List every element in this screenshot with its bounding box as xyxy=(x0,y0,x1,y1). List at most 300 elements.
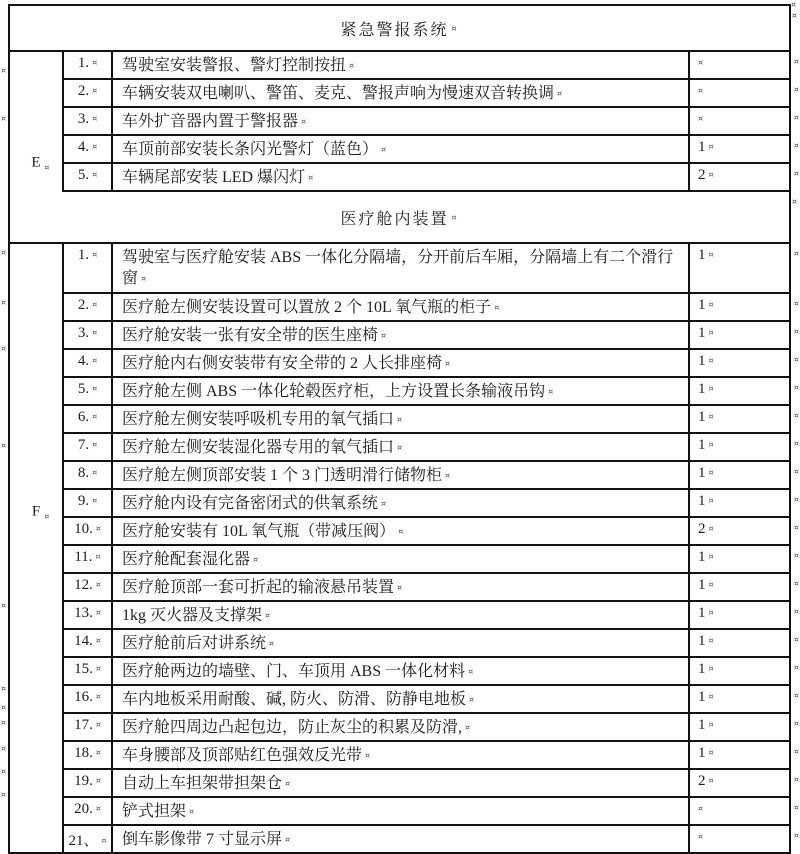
end-of-cell-mark-icon: ¤ xyxy=(494,303,500,312)
end-of-cell-mark-icon: ¤ xyxy=(397,583,403,592)
row-number: 16. xyxy=(74,689,93,705)
quantity-value: 2 xyxy=(698,167,706,183)
item-description-cell xyxy=(113,714,690,740)
row-group xyxy=(10,244,799,714)
quantity-cell xyxy=(690,294,789,320)
end-of-cell-mark-icon: ¤ xyxy=(708,692,714,701)
item-description: 倒车影像带 7 寸显示屏 xyxy=(122,831,283,848)
end-of-cell-mark-icon: ¤ xyxy=(708,440,714,449)
quantity-value: 1 xyxy=(698,689,706,705)
spec-table xyxy=(8,4,799,854)
end-of-cell-mark-icon: ¤ xyxy=(708,328,714,337)
table-row xyxy=(64,462,799,490)
section-header-row xyxy=(10,192,799,244)
left-margin-mark-icon: ¤ xyxy=(1,703,7,712)
end-of-cell-mark-icon: ¤ xyxy=(308,173,314,182)
end-of-cell-mark-icon: ¤ xyxy=(698,832,704,841)
end-of-cell-mark-icon: ¤ xyxy=(265,611,271,620)
end-of-cell-mark-icon: ¤ xyxy=(92,440,98,449)
item-description: 医疗舱两边的墙壁、门、车顶用 ABS 一体化材料 xyxy=(122,663,466,680)
end-of-cell-mark-icon: ¤ xyxy=(301,117,307,126)
table-row xyxy=(64,714,799,742)
table-row xyxy=(64,136,799,164)
item-description-cell xyxy=(113,164,690,190)
row-number: 7. xyxy=(77,437,90,453)
end-of-cell-mark-icon: ¤ xyxy=(95,552,101,561)
table-row xyxy=(64,406,799,434)
end-of-cell-mark-icon: ¤ xyxy=(101,836,107,845)
quantity-cell xyxy=(690,350,789,376)
end-of-cell-mark-icon: ¤ xyxy=(141,274,147,283)
end-of-row-mark-icon: ¤ xyxy=(793,383,799,392)
row-number-cell xyxy=(64,378,113,404)
end-of-row-mark-icon: ¤ xyxy=(793,691,799,700)
end-of-row-mark-icon: ¤ xyxy=(793,141,799,150)
row-number-cell xyxy=(64,686,113,712)
item-description: 铲式担架 xyxy=(122,803,187,820)
table-row xyxy=(64,658,799,686)
quantity-cell xyxy=(690,52,789,78)
left-margin-mark-icon: ¤ xyxy=(1,441,7,450)
left-margin-mark-icon: ¤ xyxy=(1,790,7,799)
end-of-row-mark-icon: ¤ xyxy=(791,197,799,206)
item-description: 车外扩音器内置于警报器 xyxy=(122,113,299,130)
end-of-cell-mark-icon: ¤ xyxy=(708,776,714,785)
quantity-cell xyxy=(690,244,789,292)
end-of-row-mark-icon: ¤ xyxy=(793,299,799,308)
quantity-value: 1 xyxy=(698,661,706,677)
end-of-cell-mark-icon: ¤ xyxy=(92,468,98,477)
quantity-value: 1 xyxy=(698,465,706,481)
quantity-cell xyxy=(690,826,789,852)
item-description: 医疗舱顶部一套可折起的输液悬吊装置 xyxy=(122,579,395,596)
quantity-cell xyxy=(690,770,789,796)
table-row xyxy=(64,378,799,406)
end-of-row-mark-icon: ¤ xyxy=(793,523,799,532)
end-of-cell-mark-icon: ¤ xyxy=(708,720,714,729)
quantity-value: 1 xyxy=(698,577,706,593)
row-number-cell xyxy=(64,798,113,824)
quantity-cell xyxy=(690,406,789,432)
item-description: 医疗舱配套湿化器 xyxy=(122,551,251,568)
quantity-cell xyxy=(690,742,789,768)
group-label: E xyxy=(31,154,41,171)
item-description-cell xyxy=(113,490,690,516)
end-of-row-mark-icon: ¤ xyxy=(793,169,799,178)
quantity-value: 1 xyxy=(698,353,706,369)
end-of-cell-mark-icon: ¤ xyxy=(708,664,714,673)
end-of-cell-mark-icon: ¤ xyxy=(451,23,459,33)
row-number-cell xyxy=(64,164,113,190)
section-title: 医疗舱内装置 xyxy=(340,210,449,228)
row-number: 12. xyxy=(74,577,93,593)
quantity-value: 1 xyxy=(698,437,706,453)
row-number-cell xyxy=(64,546,113,572)
end-of-cell-mark-icon: ¤ xyxy=(365,751,371,760)
row-number: 20. xyxy=(74,801,93,817)
end-of-cell-mark-icon: ¤ xyxy=(557,89,563,98)
end-of-row-mark-icon: ¤ xyxy=(793,831,799,840)
row-number: 3. xyxy=(77,325,90,341)
row-group xyxy=(10,714,799,852)
item-description: 医疗舱左侧 ABS 一体化轮毂医疗柜，上方设置长条输液吊钩 xyxy=(122,383,546,400)
quantity-cell xyxy=(690,574,789,600)
item-description-cell xyxy=(113,742,690,768)
end-of-cell-mark-icon: ¤ xyxy=(468,667,474,676)
item-description-cell xyxy=(113,378,690,404)
end-of-row-mark-icon: ¤ xyxy=(793,663,799,672)
table-row xyxy=(64,742,799,770)
end-of-cell-mark-icon: ¤ xyxy=(469,695,475,704)
end-of-cell-mark-icon: ¤ xyxy=(708,748,714,757)
table-row xyxy=(64,630,799,658)
end-of-cell-mark-icon: ¤ xyxy=(708,468,714,477)
end-of-cell-mark-icon: ¤ xyxy=(708,412,714,421)
end-of-cell-mark-icon: ¤ xyxy=(95,720,101,729)
end-of-row-mark-icon: ¤ xyxy=(793,85,799,94)
item-description-cell xyxy=(113,406,690,432)
end-of-cell-mark-icon: ¤ xyxy=(285,779,291,788)
end-of-cell-mark-icon: ¤ xyxy=(253,555,259,564)
end-of-row-mark-icon: ¤ xyxy=(793,113,799,122)
item-description-cell xyxy=(113,686,690,712)
end-of-cell-mark-icon: ¤ xyxy=(708,608,714,617)
quantity-value: 1 xyxy=(698,297,706,313)
end-of-cell-mark-icon: ¤ xyxy=(698,804,704,813)
item-description: 医疗舱内右侧安装带有安全带的 2 人长排座椅 xyxy=(122,355,443,372)
group-label-cell xyxy=(10,244,64,714)
quantity-value: 1 xyxy=(698,605,706,621)
end-of-cell-mark-icon: ¤ xyxy=(44,162,50,172)
end-of-row-mark-icon: ¤ xyxy=(791,11,799,20)
row-number: 2. xyxy=(77,83,90,99)
item-description-cell xyxy=(113,80,690,106)
item-description-cell xyxy=(113,546,690,572)
row-number-cell xyxy=(64,742,113,768)
quantity-value: 1 xyxy=(698,717,706,733)
row-number: 10. xyxy=(74,521,93,537)
end-of-cell-mark-icon: ¤ xyxy=(708,300,714,309)
table-row xyxy=(64,52,799,80)
end-of-cell-mark-icon: ¤ xyxy=(708,142,714,151)
row-number-cell xyxy=(64,52,113,78)
row-number-cell xyxy=(64,490,113,516)
item-description: 医疗舱安装一张有安全带的医生座椅 xyxy=(122,327,379,344)
item-description-cell xyxy=(113,574,690,600)
left-margin-mark-icon: ¤ xyxy=(1,744,7,753)
row-number: 2. xyxy=(77,297,90,313)
end-of-cell-mark-icon: ¤ xyxy=(381,331,387,340)
end-of-cell-mark-icon: ¤ xyxy=(548,387,554,396)
end-of-cell-mark-icon: ¤ xyxy=(95,664,101,673)
item-description-cell xyxy=(113,108,690,134)
quantity-cell xyxy=(690,630,789,656)
end-of-row-mark-icon: ¤ xyxy=(793,607,799,616)
table-row xyxy=(64,686,799,714)
end-of-cell-mark-icon: ¤ xyxy=(95,636,101,645)
group-label-cell xyxy=(10,52,64,192)
quantity-value: 2 xyxy=(698,521,706,537)
end-of-cell-mark-icon: ¤ xyxy=(95,692,101,701)
quantity-value: 1 xyxy=(698,633,706,649)
row-number-cell xyxy=(64,108,113,134)
item-description: 医疗舱左侧安装设置可以置放 2 个 10L 氧气瓶的柜子 xyxy=(122,299,492,316)
item-description: 驾驶室与医疗舱安装 ABS 一体化分隔墙，分开前后车厢，分隔墙上有二个滑行窗 xyxy=(122,249,674,287)
table-row xyxy=(64,518,799,546)
row-number: 3. xyxy=(77,111,90,127)
item-description: 自动上车担架带担架仓 xyxy=(122,775,283,792)
row-number-cell xyxy=(64,630,113,656)
table-row xyxy=(64,574,799,602)
quantity-value: 1 xyxy=(698,325,706,341)
quantity-cell xyxy=(690,798,789,824)
end-of-cell-mark-icon: ¤ xyxy=(92,250,98,259)
item-description-cell xyxy=(113,826,690,852)
row-number-cell xyxy=(64,518,113,544)
row-number-cell xyxy=(64,462,113,488)
end-of-cell-mark-icon: ¤ xyxy=(92,86,98,95)
end-of-row-mark-icon: ¤ xyxy=(793,57,799,66)
row-number: 19. xyxy=(74,773,93,789)
quantity-cell xyxy=(690,164,789,190)
end-of-cell-mark-icon: ¤ xyxy=(397,415,403,424)
end-of-cell-mark-icon: ¤ xyxy=(698,114,704,123)
quantity-cell xyxy=(690,658,789,684)
end-of-row-mark-icon: ¤ xyxy=(793,551,799,560)
item-description: 1kg 灭火器及支撑架 xyxy=(122,607,263,624)
row-number-cell xyxy=(64,574,113,600)
item-description-cell xyxy=(113,798,690,824)
quantity-value: 1 xyxy=(698,493,706,509)
item-description: 医疗舱安装有 10L 氧气瓶（带减压阀） xyxy=(122,523,396,540)
quantity-cell xyxy=(690,80,789,106)
end-of-cell-mark-icon: ¤ xyxy=(708,636,714,645)
item-description: 医疗舱左侧安装湿化器专用的氧气插口 xyxy=(122,439,395,456)
end-of-cell-mark-icon: ¤ xyxy=(95,608,101,617)
row-number-cell xyxy=(64,826,113,852)
item-description-cell xyxy=(113,52,690,78)
item-description: 医疗舱左侧安装呼吸机专用的氧气插口 xyxy=(122,411,395,428)
end-of-cell-mark-icon: ¤ xyxy=(708,524,714,533)
quantity-cell xyxy=(690,686,789,712)
left-margin-mark-icon: ¤ xyxy=(1,718,7,727)
row-number-cell xyxy=(64,322,113,348)
quantity-cell xyxy=(690,714,789,740)
item-description: 驾驶室安装警报、警灯控制按扭 xyxy=(122,57,347,74)
item-description: 车顶前部安装长条闪光警灯（蓝色） xyxy=(122,141,379,158)
quantity-cell xyxy=(690,462,789,488)
left-margin-mark-icon: ¤ xyxy=(1,767,7,776)
end-of-cell-mark-icon: ¤ xyxy=(451,212,459,222)
row-number: 5. xyxy=(77,167,90,183)
left-margin-mark-icon: ¤ xyxy=(1,66,7,75)
left-margin-mark-icon: ¤ xyxy=(1,684,7,693)
row-number: 4. xyxy=(77,353,90,369)
item-description-cell xyxy=(113,244,690,292)
end-of-cell-mark-icon: ¤ xyxy=(92,412,98,421)
item-description-cell xyxy=(113,294,690,320)
row-number: 8. xyxy=(77,465,90,481)
row-number: 6. xyxy=(77,409,90,425)
end-of-row-mark-icon: ¤ xyxy=(793,467,799,476)
table-row xyxy=(64,770,799,798)
end-of-row-mark-icon: ¤ xyxy=(793,579,799,588)
end-of-cell-mark-icon: ¤ xyxy=(397,443,403,452)
row-number: 15. xyxy=(74,661,93,677)
end-of-cell-mark-icon: ¤ xyxy=(269,639,275,648)
end-of-row-mark-icon: ¤ xyxy=(793,719,799,728)
table-row xyxy=(64,350,799,378)
item-description-cell xyxy=(113,518,690,544)
end-of-cell-mark-icon: ¤ xyxy=(708,384,714,393)
end-of-cell-mark-icon: ¤ xyxy=(708,170,714,179)
end-of-cell-mark-icon: ¤ xyxy=(92,496,98,505)
row-number: 21、 xyxy=(68,833,99,849)
left-margin-mark-icon: ¤ xyxy=(1,248,7,257)
end-of-cell-mark-icon: ¤ xyxy=(708,496,714,505)
table-row xyxy=(64,108,799,136)
left-margin-mark-icon: ¤ xyxy=(1,298,7,307)
left-margin-mark-icon: ¤ xyxy=(1,344,7,353)
group-label: F xyxy=(31,503,41,520)
item-description: 车辆安装双电喇叭、警笛、麦克、警报声响为慢速双音转换调 xyxy=(122,85,555,102)
table-row xyxy=(64,798,799,826)
quantity-cell xyxy=(690,378,789,404)
end-of-cell-mark-icon: ¤ xyxy=(92,356,98,365)
end-of-row-mark-icon: ¤ xyxy=(793,327,799,336)
quantity-value: 2 xyxy=(698,773,706,789)
row-number: 4. xyxy=(77,139,90,155)
end-of-row-mark-icon: ¤ xyxy=(793,439,799,448)
table-row xyxy=(64,826,799,852)
item-description-cell xyxy=(113,462,690,488)
end-of-paragraph-mark-icon: ¤ xyxy=(791,0,797,9)
end-of-cell-mark-icon: ¤ xyxy=(44,511,50,521)
item-description: 车内地板采用耐酸、碱, 防火、防滑、防静电地板 xyxy=(122,691,467,708)
end-of-cell-mark-icon: ¤ xyxy=(95,804,101,813)
end-of-cell-mark-icon: ¤ xyxy=(381,499,387,508)
end-of-cell-mark-icon: ¤ xyxy=(92,300,98,309)
row-number-cell xyxy=(64,80,113,106)
table-row xyxy=(64,294,799,322)
end-of-cell-mark-icon: ¤ xyxy=(465,723,471,732)
row-number-cell xyxy=(64,350,113,376)
row-number-cell xyxy=(64,294,113,320)
row-number: 1. xyxy=(77,247,90,263)
table-row xyxy=(64,80,799,108)
table-row xyxy=(64,244,799,294)
item-description-cell xyxy=(113,770,690,796)
end-of-row-mark-icon: ¤ xyxy=(793,411,799,420)
table-row xyxy=(64,490,799,518)
quantity-cell xyxy=(690,108,789,134)
item-description: 车辆尾部安装 LED 爆闪灯 xyxy=(122,169,306,186)
end-of-cell-mark-icon: ¤ xyxy=(92,328,98,337)
section-header-row xyxy=(10,6,799,52)
end-of-cell-mark-icon: ¤ xyxy=(381,145,387,154)
quantity-cell xyxy=(690,322,789,348)
row-number-cell xyxy=(64,434,113,460)
end-of-cell-mark-icon: ¤ xyxy=(708,356,714,365)
left-margin-mark-icon: ¤ xyxy=(1,114,7,123)
item-description: 医疗舱左侧顶部安装 1 个 3 门透明滑行储物柜 xyxy=(122,467,443,484)
end-of-row-mark-icon: ¤ xyxy=(793,495,799,504)
table-row xyxy=(64,322,799,350)
table-row xyxy=(64,602,799,630)
section-title: 紧急警报系统 xyxy=(340,21,449,39)
quantity-cell xyxy=(690,434,789,460)
table-row xyxy=(64,434,799,462)
end-of-cell-mark-icon: ¤ xyxy=(95,776,101,785)
row-number: 1. xyxy=(77,55,90,71)
quantity-cell xyxy=(690,490,789,516)
end-of-row-mark-icon: ¤ xyxy=(793,635,799,644)
item-description-cell xyxy=(113,602,690,628)
end-of-cell-mark-icon: ¤ xyxy=(92,170,98,179)
item-description-cell xyxy=(113,434,690,460)
item-description-cell xyxy=(113,630,690,656)
row-number: 13. xyxy=(74,605,93,621)
end-of-cell-mark-icon: ¤ xyxy=(92,114,98,123)
row-number-cell xyxy=(64,658,113,684)
end-of-cell-mark-icon: ¤ xyxy=(92,142,98,151)
row-number: 11. xyxy=(74,549,93,565)
table-row xyxy=(64,546,799,574)
quantity-cell xyxy=(690,136,789,162)
end-of-cell-mark-icon: ¤ xyxy=(95,524,101,533)
end-of-cell-mark-icon: ¤ xyxy=(445,471,451,480)
end-of-row-mark-icon: ¤ xyxy=(793,355,799,364)
item-description: 医疗舱四周边凸起包边，防止灰尘的积累及防滑, xyxy=(122,719,463,736)
row-number: 17. xyxy=(74,717,93,733)
quantity-value: 1 xyxy=(698,745,706,761)
quantity-value: 1 xyxy=(698,381,706,397)
group-label-cell xyxy=(10,714,64,852)
item-description-cell xyxy=(113,136,690,162)
item-description: 车身腰部及顶部贴红色强效反光带 xyxy=(122,747,363,764)
end-of-cell-mark-icon: ¤ xyxy=(92,58,98,67)
row-number: 5. xyxy=(77,381,90,397)
end-of-cell-mark-icon: ¤ xyxy=(708,580,714,589)
item-description: 医疗舱前后对讲系统 xyxy=(122,635,267,652)
end-of-cell-mark-icon: ¤ xyxy=(349,61,355,70)
row-number-cell xyxy=(64,136,113,162)
end-of-cell-mark-icon: ¤ xyxy=(189,807,195,816)
end-of-row-mark-icon: ¤ xyxy=(793,775,799,784)
left-margin-mark-icon: ¤ xyxy=(1,601,7,610)
item-description-cell xyxy=(113,350,690,376)
end-of-cell-mark-icon: ¤ xyxy=(95,580,101,589)
end-of-row-mark-icon: ¤ xyxy=(793,747,799,756)
quantity-cell xyxy=(690,518,789,544)
end-of-cell-mark-icon: ¤ xyxy=(708,250,714,259)
quantity-value: 1 xyxy=(698,409,706,425)
end-of-row-mark-icon: ¤ xyxy=(793,803,799,812)
row-number: 9. xyxy=(77,493,90,509)
end-of-cell-mark-icon: ¤ xyxy=(95,748,101,757)
quantity-cell xyxy=(690,602,789,628)
quantity-value: 1 xyxy=(698,549,706,565)
row-number: 18. xyxy=(74,745,93,761)
quantity-value: 1 xyxy=(698,247,706,263)
end-of-cell-mark-icon: ¤ xyxy=(708,552,714,561)
row-number-cell xyxy=(64,714,113,740)
row-group xyxy=(10,52,799,192)
end-of-cell-mark-icon: ¤ xyxy=(92,384,98,393)
item-description-cell xyxy=(113,658,690,684)
end-of-cell-mark-icon: ¤ xyxy=(698,58,704,67)
quantity-cell xyxy=(690,546,789,572)
